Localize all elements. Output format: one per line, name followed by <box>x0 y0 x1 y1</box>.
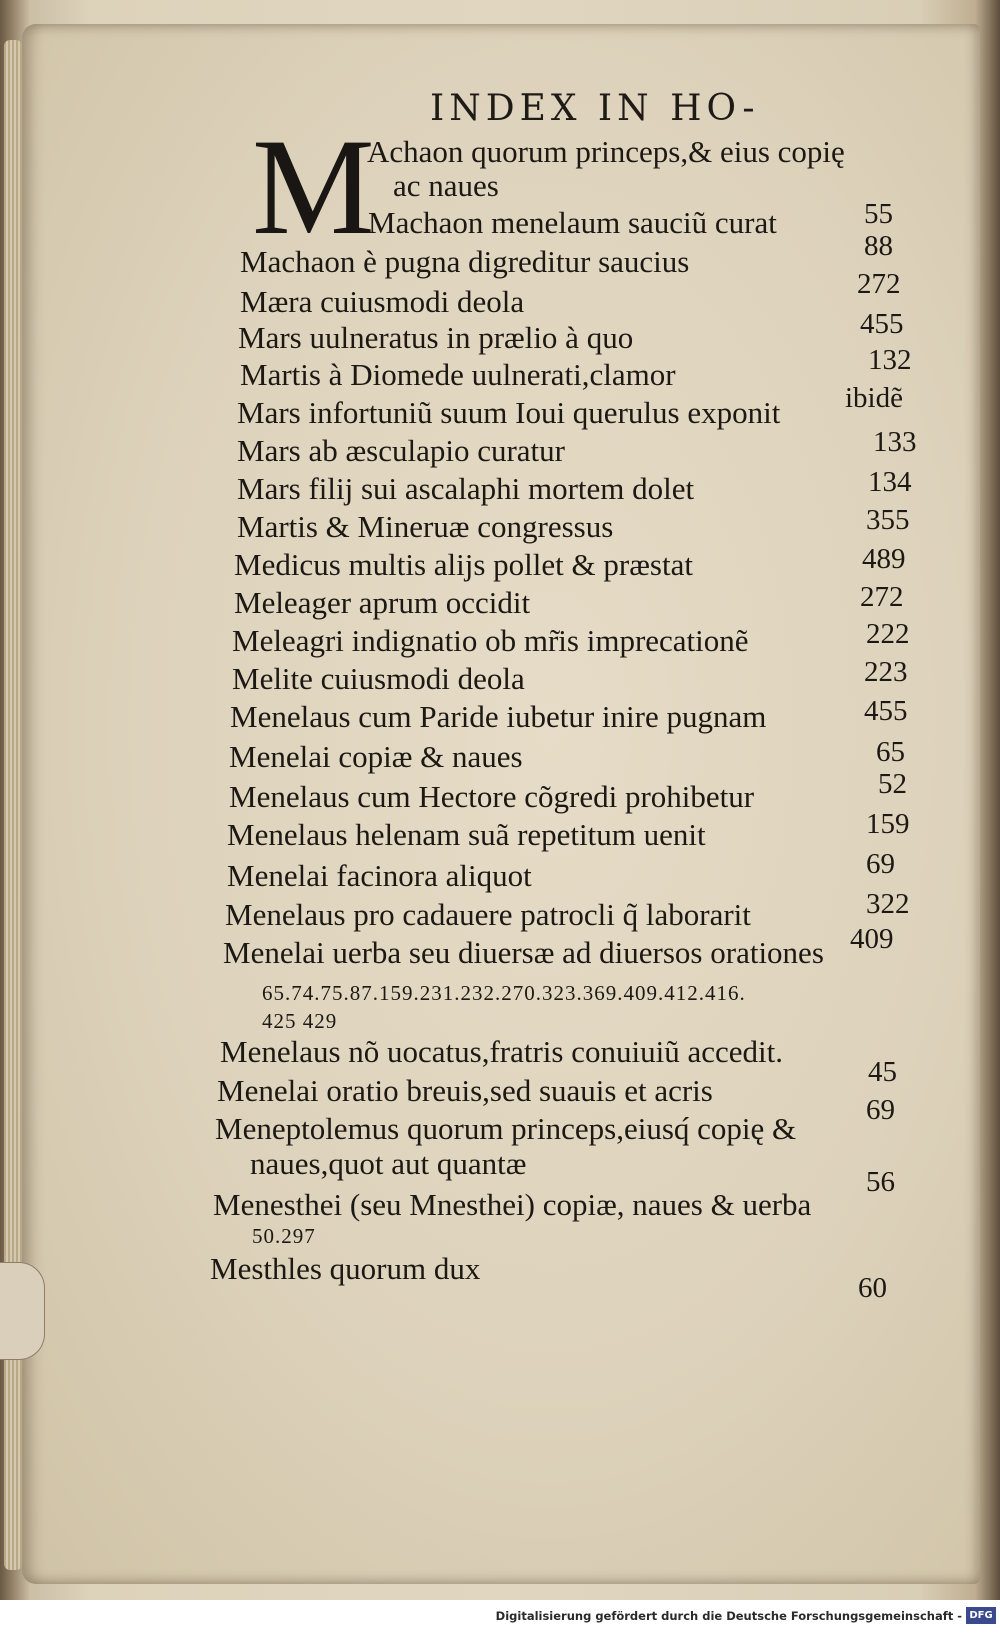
index-entry: ac naues <box>393 168 499 203</box>
index-entry: Mars infortuniũ suum Ioui querulus exponit <box>237 395 781 430</box>
index-entry: Menelai facinora aliquot <box>227 858 532 893</box>
index-page-number: 322 <box>866 888 910 920</box>
index-page-number: 355 <box>866 504 910 536</box>
index-page-number: 69 <box>866 848 895 880</box>
index-page-number: 409 <box>850 923 894 955</box>
index-entry: Menelaus cum Hectore cõgredi prohibetur <box>229 779 755 814</box>
index-entry: Martis & Mineruæ congressus <box>237 509 614 544</box>
index-entry: Menelai copiæ & naues <box>229 739 523 774</box>
index-page-number: 56 <box>866 1166 895 1198</box>
footer-bar <box>0 1600 1000 1633</box>
index-page-number: 133 <box>873 426 917 458</box>
index-entry: Meleagri indignatio ob mr̃is imprecationẽ <box>232 623 749 658</box>
index-page-number: ibidẽ <box>845 382 903 414</box>
index-page-number: 65 <box>876 736 905 768</box>
index-entry: Meleager aprum occidit <box>234 585 531 620</box>
dfg-logo: DFG <box>966 1607 996 1624</box>
index-entry: Achaon quorum princeps,& eius copię <box>367 134 845 169</box>
index-page-number: 88 <box>864 230 893 262</box>
index-entry: Menelaus pro cadauere patrocli q̃ laborarit <box>225 897 751 932</box>
index-entry: Mars filij sui ascalaphi mortem dolet <box>237 471 695 506</box>
index-entry: Menelaus nõ uocatus,fratris conuiuiũ accedit. <box>220 1034 783 1069</box>
page-tab <box>0 1262 45 1360</box>
index-page-number: 52 <box>878 768 907 800</box>
index-page-number: 69 <box>866 1094 895 1126</box>
index-page-number: 134 <box>868 466 912 498</box>
index-entry: Martis à Diomede uulnerati,clamor <box>240 357 676 392</box>
index-entry-references: 65.74.75.87.159.231.232.270.323.369.409.412.416. <box>262 981 746 1005</box>
index-page-number: 455 <box>860 308 904 340</box>
index-entry: Mesthles quorum dux <box>210 1251 481 1286</box>
index-entry: Medicus multis alijs pollet & præstat <box>234 547 693 582</box>
index-entry-references: 425 429 <box>262 1009 338 1033</box>
index-entry: Machaon menelaum sauciũ curat <box>368 205 777 240</box>
index-page-number: 272 <box>857 268 901 300</box>
index-page-number: 272 <box>860 581 904 613</box>
index-page-number: 489 <box>862 543 906 575</box>
index-page-number: 222 <box>866 618 910 650</box>
index-entry: Melite cuiusmodi deola <box>232 661 525 696</box>
index-entry: Menelaus helenam suã repetitum uenit <box>227 817 706 852</box>
running-header: INDEX IN HO- <box>430 88 760 129</box>
index-page-number: 55 <box>864 198 893 230</box>
index-page-number: 159 <box>866 808 910 840</box>
index-entry: Machaon è pugna digreditur saucius <box>240 244 690 279</box>
index-entry: naues,quot aut quantæ <box>250 1146 527 1181</box>
index-entry-references: 50.297 <box>252 1224 316 1248</box>
index-entry: Meneptolemus quorum princeps,eiusq́ copię & <box>215 1111 797 1146</box>
drop-initial: M <box>252 110 375 263</box>
index-entry: Menesthei (seu Mnesthei) copiæ, naues & uerba <box>213 1187 812 1222</box>
index-page-number: 45 <box>868 1056 897 1088</box>
index-page-number: 132 <box>868 344 912 376</box>
index-entry: Menelaus cum Paride iubetur inire pugnam <box>230 699 767 734</box>
index-entry: Mæra cuiusmodi deola <box>240 284 525 319</box>
index-entry: Mars uulneratus in prælio à quo <box>238 320 634 355</box>
footer-credit: Digitalisierung gefördert durch die Deutsche Forschungsgemeinschaft - <box>495 1609 962 1623</box>
index-entry: Mars ab æsculapio curatur <box>237 433 565 468</box>
index-page-number: 60 <box>858 1272 887 1304</box>
index-page-number: 455 <box>864 695 908 727</box>
index-entry: Menelai uerba seu diuersæ ad diuersos orationes <box>223 935 824 970</box>
index-page-number: 223 <box>864 656 908 688</box>
index-entry: Menelai oratio breuis,sed suauis et acris <box>217 1073 713 1108</box>
